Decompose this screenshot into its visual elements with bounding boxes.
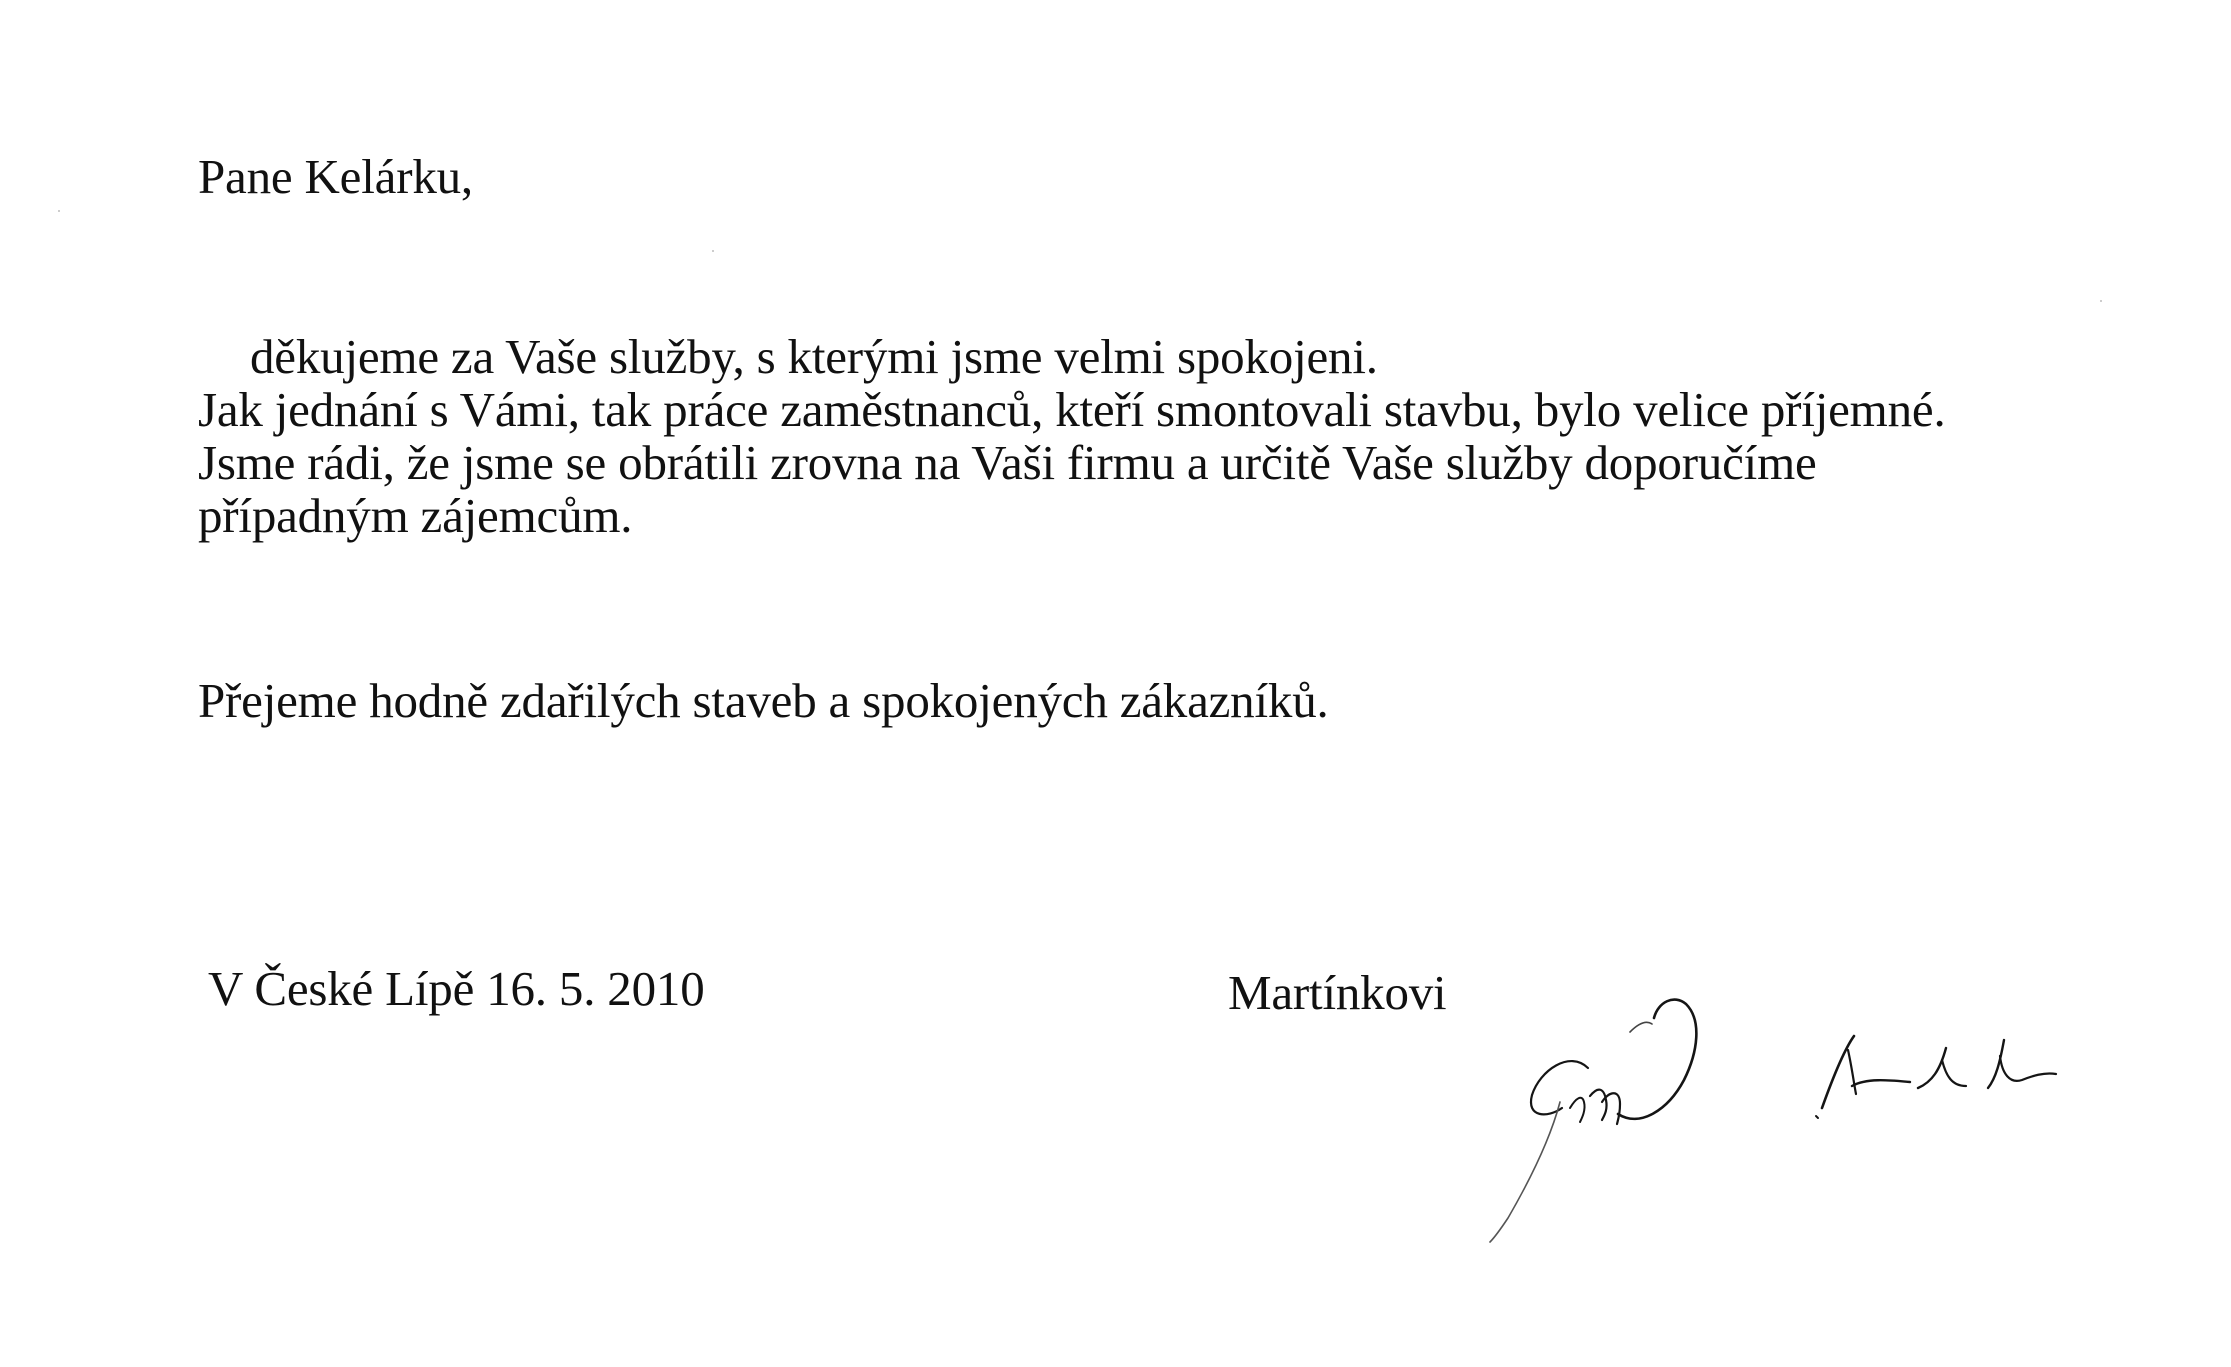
handwritten-signature	[1470, 990, 2090, 1250]
signature-drawing	[1470, 990, 2090, 1250]
scan-speck	[58, 210, 60, 212]
signers-name: Martínkovi	[1228, 965, 1447, 1020]
body-line: případným zájemcům.	[198, 488, 633, 543]
salutation: Pane Kelárku,	[198, 149, 473, 204]
body-line: Jsme rádi, že jsme se obrátili zrovna na Vaši firmu a určitě Vaše služby doporučíme	[198, 435, 1817, 490]
signature-stroke	[1570, 1098, 1585, 1122]
signature-stroke	[1490, 1102, 1560, 1242]
signature-stroke	[1816, 1116, 1818, 1118]
signature-stroke	[1630, 1022, 1652, 1032]
signature-stroke	[1852, 1080, 1910, 1086]
closing-wish: Přejeme hodně zdařilých staveb a spokojených zákazníků.	[198, 673, 1329, 728]
signature-stroke	[1590, 1090, 1607, 1120]
scan-speck	[712, 250, 714, 252]
signature-stroke	[1618, 1000, 1696, 1119]
letter-body	[198, 330, 1946, 542]
body-line: Jak jednání s Vámi, tak práce zaměstnanců, kteří smontovali stavbu, bylo velice příjemné.	[198, 382, 1946, 437]
signature-stroke	[1942, 1060, 1966, 1086]
signature-stroke	[1602, 1093, 1620, 1124]
body-line: děkujeme za Vaše služby, s kterými jsme velmi spokojeni.	[250, 329, 1378, 384]
signature-stroke	[2000, 1056, 2056, 1081]
place-and-date: V České Lípě 16. 5. 2010	[208, 961, 705, 1016]
signature-stroke	[1822, 1036, 1854, 1108]
signature-stroke	[1918, 1048, 1946, 1088]
scan-speck	[2100, 300, 2102, 302]
signature-stroke	[1848, 1050, 1856, 1094]
